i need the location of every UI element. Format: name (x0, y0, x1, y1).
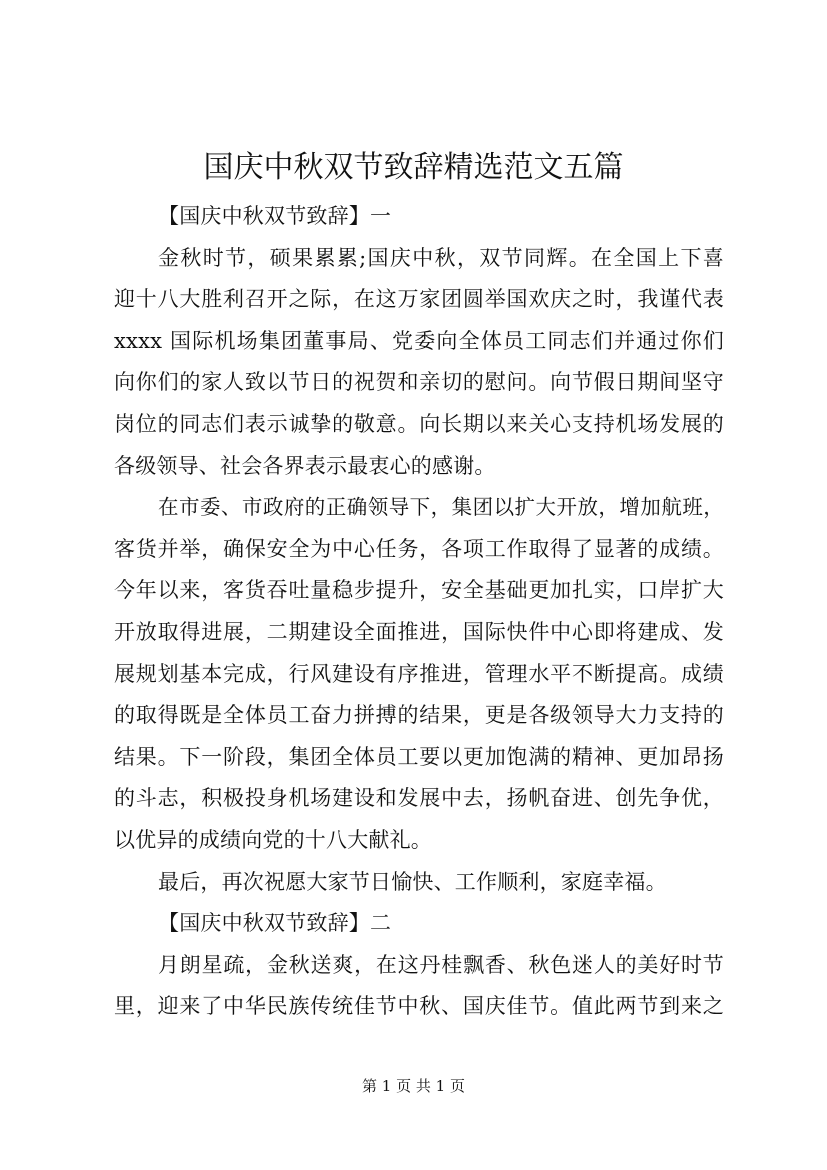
paragraph-line: 迎十八大胜利召开之际，在这万家团圆举国欢庆之时，我谨代表 (114, 287, 724, 312)
paragraph-line: 今年以来，客货吞吐量稳步提升，安全基础更加扎实，口岸扩大 (114, 578, 724, 603)
paragraph-line: 以优异的成绩向党的十八大献礼。 (114, 827, 432, 852)
section-heading: 【国庆中秋双节致辞】一 (158, 204, 392, 228)
document-title: 国庆中秋双节致辞精选范文五篇 (203, 150, 624, 185)
paragraph-line: 客货并举，确保安全为中心任务，各项工作取得了显著的成绩。 (114, 536, 724, 561)
paragraph-line: 在市委、市政府的正确领导下，集团以扩大开放，增加航班， (158, 495, 724, 520)
paragraph-line: 里，迎来了中华民族传统佳节中秋、国庆佳节。值此两节到来之 (114, 994, 724, 1019)
page-number-footer: 第 1 页 共 1 页 (362, 1077, 465, 1095)
document-body (114, 196, 724, 1028)
paragraph-line: 的斗志，积极投身机场建设和发展中去，扬帆奋进、创先争优， (114, 786, 724, 811)
paragraph-line: 的取得既是全体员工奋力拼搏的结果，更是各级领导大力支持的 (114, 703, 724, 728)
paragraph-line: 结果。下一阶段，集团全体员工要以更加饱满的精神、更加昂扬 (114, 744, 724, 769)
paragraph-line: 金秋时节，硕果累累;国庆中秋，双节同辉。在全国上下喜 (158, 245, 724, 270)
paragraph-line: 向你们的家人致以节日的祝贺和亲切的慰问。向节假日期间坚守 (114, 370, 724, 395)
section-heading: 【国庆中秋双节致辞】二 (158, 911, 392, 936)
paragraph-line: 岗位的同志们表示诚挚的敬意。向长期以来关心支持机场发展的 (114, 411, 724, 436)
paragraph-line: xxxx 国际机场集团董事局、党委向全体员工同志们并通过你们 (114, 328, 724, 353)
paragraph-line: 开放取得进展，二期建设全面推进，国际快件中心即将建成、发 (114, 619, 724, 644)
paragraph-line: 各级领导、社会各界表示最衷心的感谢。 (114, 453, 496, 478)
paragraph-line: 最后，再次祝愿大家节日愉快、工作顺利，家庭幸福。 (158, 869, 667, 894)
paragraph-line: 展规划基本完成，行风建设有序推进，管理水平不断提高。成绩 (114, 661, 724, 686)
paragraph-line: 月朗星疏，金秋送爽，在这丹桂飘香、秋色迷人的美好时节 (158, 952, 724, 977)
